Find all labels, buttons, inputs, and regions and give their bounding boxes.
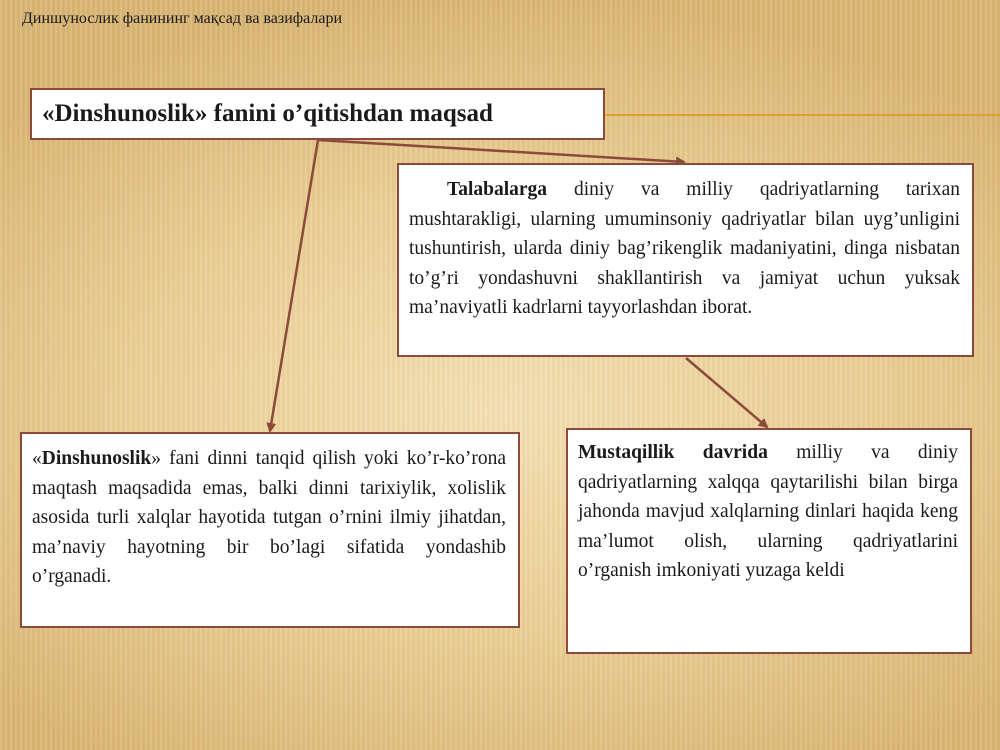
goal-description-box: [397, 163, 974, 357]
independence-period-box: [566, 428, 972, 654]
box-left-prefix: «: [32, 448, 42, 469]
arrow-to-left-box: [270, 140, 318, 431]
box-top-bold: Talabalarga: [447, 179, 548, 200]
box-left-bold: Dinshunoslik: [41, 448, 152, 469]
page-title: Диншунослик фанининг мақсад ва вазифалари: [22, 10, 343, 27]
arrow-to-right-box: [686, 358, 767, 427]
box-left-text: » fani dinni tanqid qilish yoki ko’r-ko’rona maqtash maqsadida emas, balki dinni tarixiylik, xolislik asosida turli xalqlar hayotida tutgan o’rnini ilmiy jihatdan, ma’naviy hayotning bir bo’lagi sifatida yondashib o’rganadi.: [32, 448, 506, 587]
arrow-to-top-box: [318, 140, 684, 162]
box-right-bold: Mustaqillik davrida: [578, 442, 768, 463]
main-title-box: «Dinshunoslik» fanini o’qitishdan maqsad: [30, 88, 605, 140]
box-top-text: diniy va milliy qadriyatlarning tarixan mushtarakligi, ularning umuminsoniy qadriyatlar bilan uyg’unligini tushuntirish, ularda diniy bag’rikenglik madaniyatini, dinga nisbatan to’g’ri yondashuvni shakllantirish va jamiyat uchun yuksak ma’naviyatli kadrlarni tayyorlashdan iborat.: [409, 179, 960, 318]
subject-description-box: [20, 432, 520, 628]
box-right-text: milliy va diniy qadriyatlarning xalqqa qaytarilishi bilan birga jahonda mavjud xalqlarning dinlari haqida keng ma’lumot olish, ularning qadriyatlarini o’rganish imkoniyati yuzaga keldi: [578, 442, 958, 581]
